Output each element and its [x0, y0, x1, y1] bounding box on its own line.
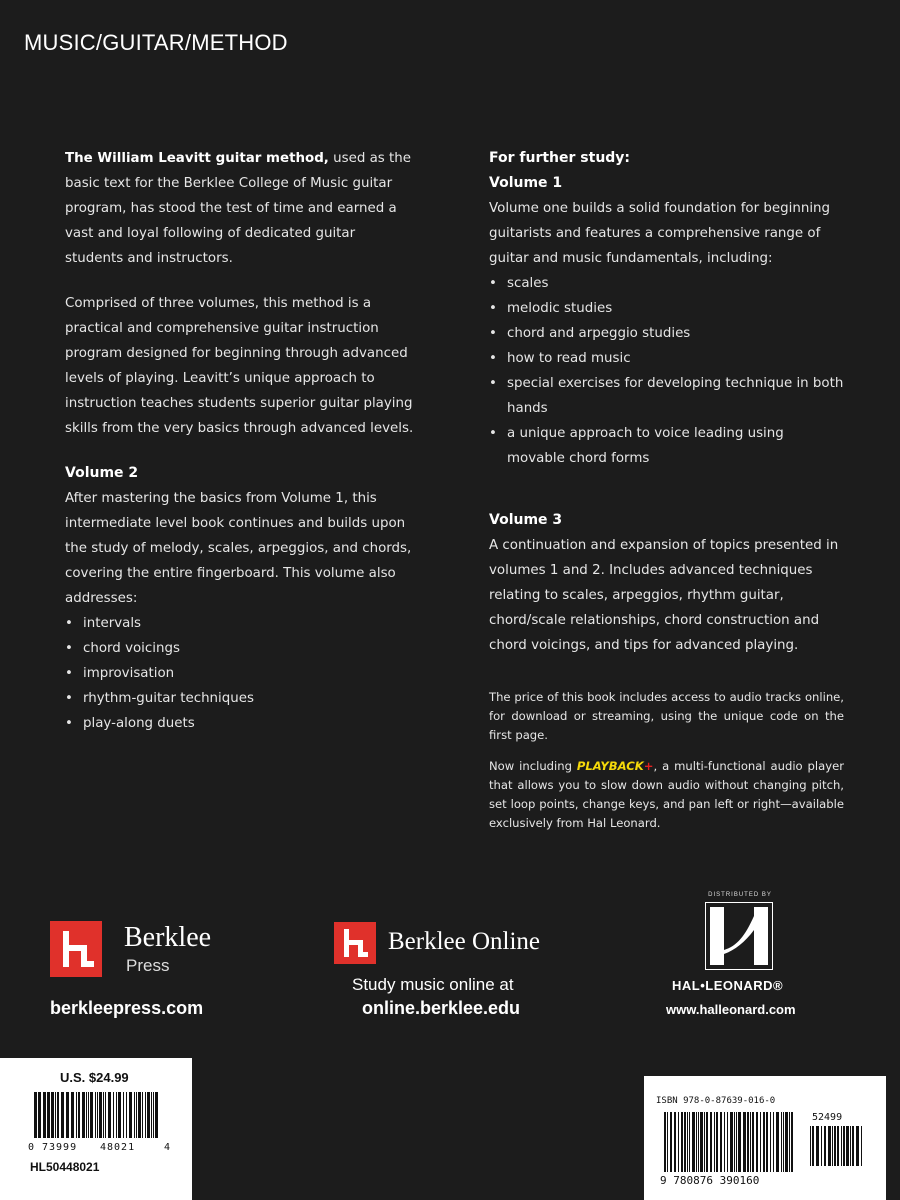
barcode-bar — [95, 1092, 96, 1138]
further-study-heading: For further study: — [489, 150, 631, 166]
barcode-bar — [108, 1092, 111, 1138]
list-item: • chord voicings — [65, 636, 415, 661]
barcode-bar — [828, 1126, 831, 1166]
list-item: • chord and arpeggio studies — [489, 321, 844, 346]
list-item: • rhythm-guitar techniques — [65, 686, 415, 711]
list-item: • a unique approach to voice leading using movable chord forms — [489, 421, 844, 471]
berklee-press-name: Berklee — [124, 922, 212, 953]
barcode-bar — [155, 1092, 158, 1138]
barcode-bar — [843, 1126, 845, 1166]
volume2-list — [65, 611, 415, 736]
isbn-text: ISBN 978-0-87639-016-0 — [656, 1096, 776, 1106]
barcode-bar — [151, 1092, 152, 1138]
barcode-bar — [773, 1112, 775, 1172]
barcode-bar — [821, 1126, 822, 1166]
barcode-bar — [684, 1112, 686, 1172]
intro-bold: The William Leavitt guitar method, — [65, 151, 329, 166]
barcode-bar — [138, 1092, 141, 1138]
list-item: • special exercises for developing technique in both hands — [489, 371, 844, 421]
barcode-bar — [97, 1092, 99, 1138]
item-code: HL50448021 — [30, 1160, 100, 1174]
barcode-bar — [736, 1112, 738, 1172]
berklee-online-name: Berklee Online — [388, 928, 541, 955]
hal-leonard-logo-icon — [705, 902, 773, 970]
list-item: • scales — [489, 271, 844, 296]
barcode-bar — [43, 1092, 46, 1138]
upc-digits-mid1: 73999 — [42, 1142, 78, 1153]
volume1-text: Volume one builds a solid foundation for beginning guitarists and features a comprehensive range of guitar and music fundamentals, including: — [489, 201, 831, 266]
hal-leonard-name: HAL•LEONARD® — [672, 978, 784, 993]
barcode-bar — [66, 1092, 67, 1138]
volume2-heading: Volume 2 — [65, 465, 139, 481]
barcode-bar — [834, 1126, 836, 1166]
barcode-bar — [710, 1112, 712, 1172]
barcode-bar — [810, 1126, 811, 1166]
barcode-bar — [687, 1112, 688, 1172]
berklee-online-tagline: Study music online at — [352, 975, 514, 994]
barcode-bar — [752, 1112, 754, 1172]
barcode-bar — [781, 1112, 782, 1172]
barcode-bar — [832, 1126, 833, 1166]
barcode-bar — [147, 1092, 150, 1138]
barcode-bar — [667, 1112, 668, 1172]
barcode-bar — [153, 1092, 155, 1138]
distributed-by: DISTRIBUTED BY — [708, 892, 772, 898]
barcode-bar — [78, 1092, 80, 1138]
barcode-bar — [763, 1112, 765, 1172]
barcode-bar — [783, 1112, 785, 1172]
hal-leonard-url[interactable]: www.halleonard.com — [666, 1002, 796, 1017]
berklee-online-url[interactable]: online.berklee.edu — [362, 998, 521, 1018]
intro-rest: used as the basic text for the Berklee College of Music guitar program, has stood the test of time and earned a vast and loyal following of dedicated guitar students and instructors. — [65, 151, 412, 266]
barcode-bar — [670, 1112, 672, 1172]
barcode-bar — [850, 1126, 851, 1166]
barcode-bar — [678, 1112, 679, 1172]
barcode-bar — [791, 1112, 793, 1172]
list-item: • play-along duets — [65, 711, 415, 736]
price-text: U.S. $24.99 — [60, 1070, 129, 1085]
list-item: • improvisation — [65, 661, 415, 686]
barcode-bar — [760, 1112, 761, 1172]
barcode-bar — [145, 1092, 147, 1138]
barcode-bar — [136, 1092, 138, 1138]
berklee-press-sub: Press — [126, 956, 170, 975]
barcode-bar — [142, 1092, 143, 1138]
barcode-bar — [812, 1126, 814, 1166]
left-column — [65, 146, 415, 736]
price-label — [0, 1058, 192, 1200]
barcode-bar — [816, 1126, 819, 1166]
playback-logo — [577, 759, 654, 773]
barcode-bar — [39, 1092, 41, 1138]
berklee-logo-icon — [50, 921, 102, 977]
barcode-bar — [785, 1112, 787, 1172]
isbn-barcode — [664, 1112, 794, 1172]
barcode-bar — [706, 1112, 708, 1172]
barcode-bar — [116, 1092, 118, 1138]
barcode-bar — [750, 1112, 751, 1172]
barcode-bar — [692, 1112, 694, 1172]
category-label: MUSIC/GUITAR/METHOD — [24, 30, 288, 55]
barcode-bar — [789, 1112, 790, 1172]
berklee-press-url[interactable]: berkleepress.com — [50, 998, 204, 1018]
barcode-bar — [756, 1112, 758, 1172]
upc-digit-right: 4 — [164, 1142, 171, 1153]
barcode-bar — [861, 1126, 862, 1166]
barcode-bar — [689, 1112, 691, 1172]
barcode-bar — [743, 1112, 744, 1172]
playback-rest: , a multi-functional audio player that allows you to slow down audio without changing pitch, set loop points, change keys, and pan left or right—available exclusively from Hal Leonard. — [489, 759, 845, 830]
price-code: 52499 — [812, 1112, 843, 1123]
barcode-bar — [103, 1092, 104, 1138]
barcode-bar — [776, 1112, 778, 1172]
right-column — [489, 146, 844, 833]
playback-plus: + — [643, 759, 654, 773]
barcode-bar — [698, 1112, 700, 1172]
barcode-bar — [47, 1092, 48, 1138]
barcode-bar — [38, 1092, 39, 1138]
barcode-bar — [99, 1092, 102, 1138]
barcode-bar — [118, 1092, 121, 1138]
barcode-bar — [48, 1092, 50, 1138]
barcode-bar — [76, 1092, 77, 1138]
barcode-bar — [664, 1112, 666, 1172]
barcode-bar — [766, 1112, 768, 1172]
volume1-heading: Volume 1 — [489, 175, 563, 191]
barcode-bar — [129, 1092, 132, 1138]
barcode-bar — [724, 1112, 725, 1172]
upc-digits-mid2: 48021 — [100, 1142, 136, 1153]
playback-note — [489, 757, 844, 833]
barcode-bar — [61, 1092, 64, 1138]
barcode-bar — [744, 1112, 746, 1172]
price-note: The price of this book includes access to audio tracks online, for download or streaming, using the unique code on the first page. — [489, 690, 844, 742]
barcode-bar — [714, 1112, 715, 1172]
upc-barcode — [34, 1092, 160, 1138]
volume3-heading: Volume 3 — [489, 512, 563, 528]
barcode-bar — [123, 1092, 124, 1138]
price-code-barcode — [810, 1126, 864, 1166]
list-item: • how to read music — [489, 346, 844, 371]
barcode-bar — [57, 1092, 59, 1138]
volume3-text: A continuation and expansion of topics presented in volumes 1 and 2. Includes advanced techniques relating to scales, arpeggios, rhythm guitar, chord/scale relationships, chord construction and chord voicings, and tips for advanced playing. — [489, 538, 839, 653]
barcode-bar — [747, 1112, 749, 1172]
barcode-bar — [837, 1126, 840, 1166]
barcode-bar — [856, 1126, 859, 1166]
barcode-bar — [852, 1126, 854, 1166]
barcode-bar — [126, 1092, 128, 1138]
barcode-bar — [704, 1112, 705, 1172]
barcode-bar — [727, 1112, 729, 1172]
barcode-bar — [674, 1112, 676, 1172]
method-paragraph: Comprised of three volumes, this method is a practical and comprehensive guitar instruction program designed for beginning through advanced levels of playing. Leavitt’s unique approach to instruction teaches students superior guitar playing skills from the very basics through advanced levels. — [65, 296, 414, 436]
barcode-bar — [88, 1092, 90, 1138]
barcode-bar — [55, 1092, 56, 1138]
barcode-bar — [720, 1112, 722, 1172]
barcode-bar — [700, 1112, 702, 1172]
barcode-bar — [730, 1112, 732, 1172]
barcode-bar — [71, 1092, 74, 1138]
barcode-bar — [824, 1126, 826, 1166]
ean-digits: 9 780876 390160 — [660, 1174, 760, 1187]
barcode-bar — [846, 1126, 849, 1166]
upc-digit-left: 0 — [28, 1142, 35, 1153]
barcode-bar — [90, 1092, 93, 1138]
barcode-bar — [51, 1092, 54, 1138]
barcode-bar — [134, 1092, 135, 1138]
volume1-list — [489, 271, 844, 471]
barcode-bar — [841, 1126, 842, 1166]
barcode-bar — [105, 1092, 107, 1138]
barcode-bar — [738, 1112, 740, 1172]
barcode-bar — [113, 1092, 114, 1138]
barcode-bar — [734, 1112, 735, 1172]
barcode-bar — [681, 1112, 683, 1172]
list-item: • melodic studies — [489, 296, 844, 321]
playback-brand: PLAYBACK — [576, 759, 644, 773]
barcode-bar — [696, 1112, 697, 1172]
now-including: Now including — [489, 759, 577, 773]
barcode-bar — [770, 1112, 771, 1172]
berklee-online-logo-icon — [334, 922, 376, 964]
barcode-bar — [67, 1092, 69, 1138]
volume2-text: After mastering the basics from Volume 1, this intermediate level book continues and builds upon the study of melody, scales, arpeggios, and chords, covering the entire fingerboard. This volume also addresses: — [65, 491, 412, 606]
intro-paragraph — [65, 146, 415, 271]
barcode-bar — [34, 1092, 37, 1138]
list-item: • intervals — [65, 611, 415, 636]
barcode-bar — [716, 1112, 718, 1172]
barcode-bar — [86, 1092, 87, 1138]
barcode-bar — [82, 1092, 85, 1138]
isbn-label — [644, 1076, 886, 1200]
